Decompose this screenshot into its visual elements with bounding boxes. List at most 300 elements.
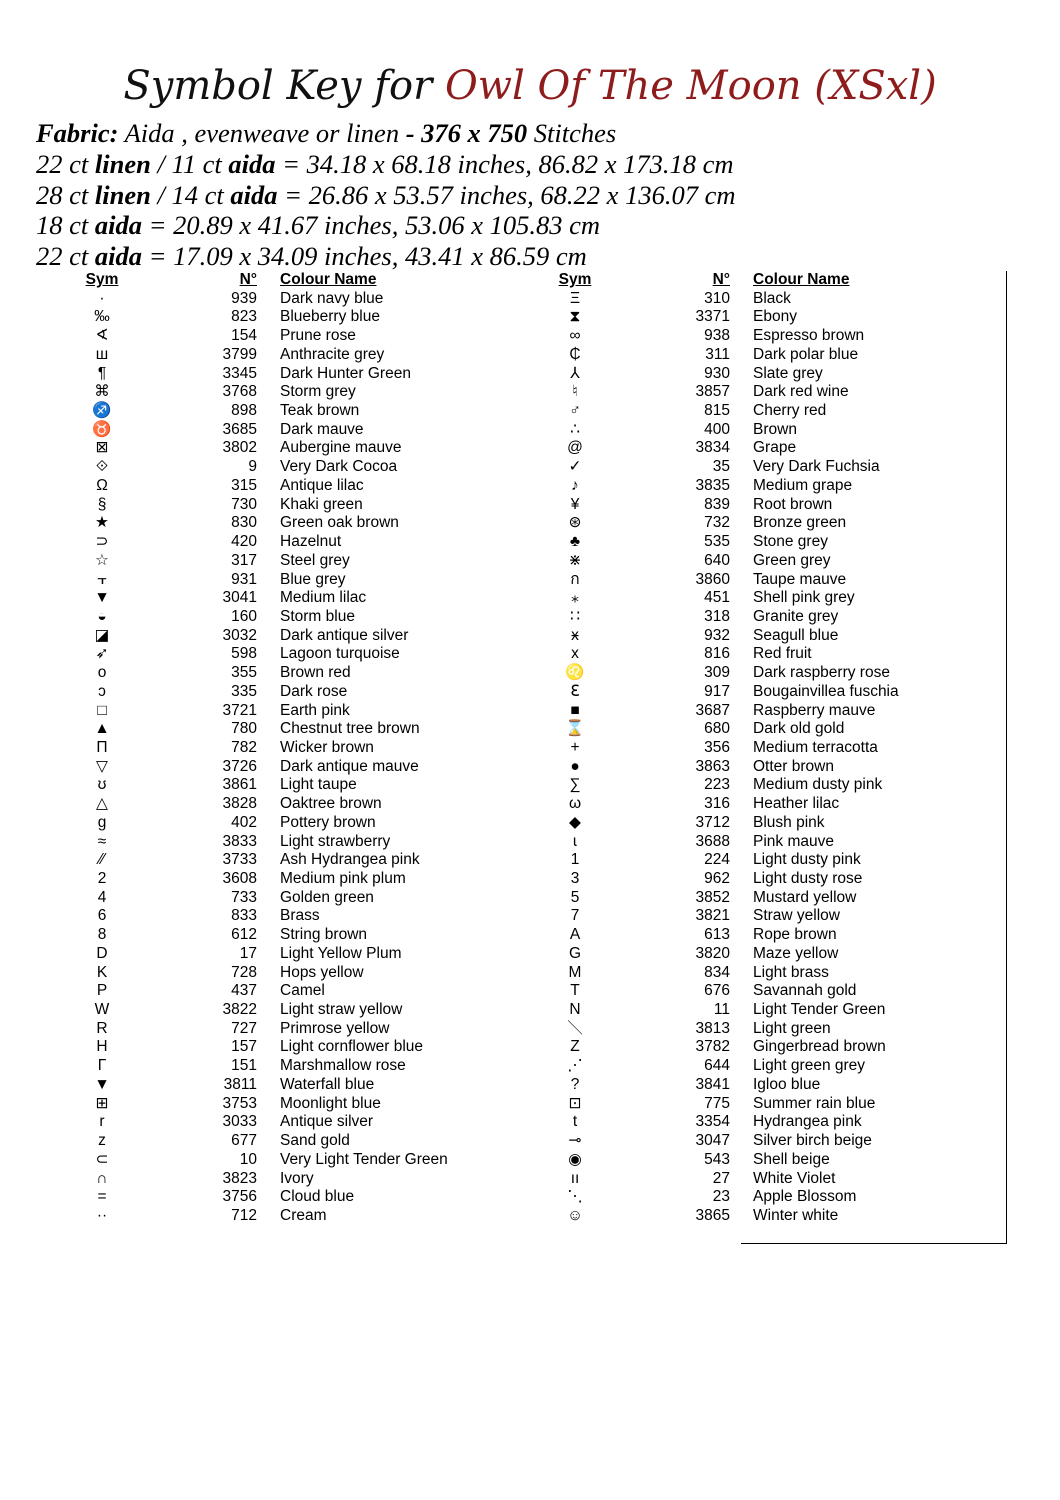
number-cell: 3799 — [222, 345, 257, 363]
colour-name-cell: Waterfall blue — [280, 1075, 375, 1093]
symbol-cell: @ — [567, 439, 583, 457]
header-sym: Sym — [85, 271, 119, 288]
symbol-cell: · — [99, 289, 105, 307]
symbol-cell: ⋱ — [567, 1188, 583, 1206]
table-row — [70, 383, 490, 402]
number-cell: 10 — [239, 1150, 257, 1168]
symbol-cell: ʊ — [97, 776, 107, 794]
table-row — [70, 514, 490, 533]
colour-name-cell: Cherry red — [753, 402, 827, 420]
symbol-cell: ⊸ — [568, 1132, 582, 1150]
colour-name-cell: Golden green — [280, 888, 374, 906]
number-cell: 898 — [231, 402, 257, 420]
symbol-cell: ◉ — [568, 1150, 582, 1168]
table-row — [70, 1113, 490, 1132]
colour-name-cell: Sand gold — [280, 1132, 350, 1150]
table-row — [70, 833, 490, 852]
symbol-cell: ＼ — [567, 1019, 583, 1037]
number-cell: 3841 — [695, 1075, 730, 1093]
symbol-cell: K — [96, 963, 108, 981]
number-cell: 640 — [704, 551, 730, 569]
symbol-cell: + — [570, 738, 580, 756]
table-row — [70, 496, 490, 515]
colour-name-cell: Light brass — [753, 963, 829, 981]
number-cell: 3685 — [222, 420, 257, 438]
number-cell: 3821 — [695, 907, 730, 925]
symbol-cell: o — [97, 664, 107, 682]
colour-name-cell: Prune rose — [280, 327, 356, 345]
table-row — [70, 1095, 490, 1114]
colour-name-cell: Very Dark Fuchsia — [753, 458, 880, 476]
symbol-cell: T — [570, 982, 580, 1000]
size-line — [36, 149, 1046, 180]
number-cell: 3721 — [222, 701, 257, 719]
symbol-cell: ★ — [95, 514, 109, 532]
symbol-cell: x — [571, 645, 579, 663]
title-prefix: Symbol Key for — [123, 63, 433, 109]
number-cell: 17 — [239, 944, 257, 962]
number-cell: 3835 — [695, 476, 730, 494]
symbol-cell: ♮ — [572, 383, 578, 401]
symbol-table-left — [70, 271, 490, 1226]
size-fabric: aida — [94, 241, 142, 272]
colour-name-cell: Blue grey — [280, 570, 346, 588]
number-cell: 598 — [231, 645, 257, 663]
number-cell: 3768 — [222, 383, 257, 401]
symbol-cell: 3 — [570, 870, 580, 887]
symbol-cell: ⊠ — [95, 439, 109, 457]
symbol-cell: 4 — [97, 888, 107, 906]
colour-name-cell: Storm blue — [280, 607, 355, 625]
colour-name-cell: Taupe mauve — [753, 570, 847, 588]
number-cell: 437 — [231, 982, 257, 1000]
number-cell: 27 — [712, 1169, 730, 1187]
colour-name-cell: Chestnut tree brown — [280, 720, 420, 738]
symbol-cell: ✓ — [568, 458, 582, 476]
colour-name-cell: Ebony — [753, 308, 797, 326]
table-row — [70, 664, 490, 683]
number-cell: 939 — [231, 289, 257, 307]
table-row — [543, 1113, 963, 1132]
size-dimensions: = 34.18 x 68.18 inches, 86.82 x 173.18 cm — [282, 148, 734, 179]
colour-name-cell: Light straw yellow — [280, 1001, 403, 1019]
symbol-cell: ɩ — [573, 832, 577, 850]
symbol-cell: ∴ — [570, 420, 580, 438]
symbol-cell: ◆ — [569, 813, 581, 831]
table-row — [543, 1132, 963, 1151]
colour-name-cell: Red fruit — [753, 645, 812, 663]
colour-name-cell: Heather lilac — [753, 795, 840, 813]
table-row — [70, 571, 490, 590]
symbol-cell: △ — [96, 795, 108, 813]
number-cell: 3860 — [695, 570, 730, 588]
symbol-cell: ·· — [96, 1206, 108, 1224]
colour-name-cell: Storm grey — [280, 383, 356, 401]
pattern-name: Owl Of The Moon (XSxl) — [444, 63, 937, 109]
number-cell: 318 — [704, 607, 730, 625]
number-cell: 402 — [231, 813, 257, 831]
symbol-cell: A — [569, 926, 581, 944]
colour-name-cell: White Violet — [753, 1169, 836, 1187]
colour-name-cell: Dark mauve — [280, 420, 364, 438]
number-cell: 3852 — [695, 888, 730, 906]
fabric-dash: - — [405, 118, 415, 148]
number-cell: 316 — [704, 795, 730, 813]
table-row — [543, 552, 963, 571]
colour-name-cell: Antique lilac — [280, 476, 364, 494]
colour-name-cell: Winter white — [753, 1206, 839, 1224]
colour-name-cell: Dark red wine — [753, 383, 849, 401]
table-row — [70, 290, 490, 309]
symbol-cell: ¶ — [97, 364, 107, 382]
size-count: 28 ct — [36, 179, 89, 210]
colour-name-cell: Root brown — [753, 495, 833, 513]
table-row — [543, 290, 963, 309]
number-cell: 3687 — [695, 701, 730, 719]
table-row — [543, 571, 963, 590]
colour-name-cell: Dark rose — [280, 682, 348, 700]
table-row — [70, 421, 490, 440]
size-count: 22 ct — [36, 241, 89, 272]
number-cell: 775 — [704, 1094, 730, 1112]
table-row — [70, 533, 490, 552]
symbol-cell: ⁎ — [571, 589, 579, 607]
symbol-cell: ≈ — [97, 832, 107, 850]
header-number: N° — [712, 271, 730, 288]
colour-name-cell: Dark raspberry rose — [753, 664, 890, 682]
colour-name-cell: Summer rain blue — [753, 1094, 876, 1112]
symbol-cell: ➶ — [95, 645, 109, 663]
symbol-cell: ⫟ — [97, 570, 107, 588]
symbol-cell: M — [568, 963, 582, 981]
symbol-cell: Γ — [97, 1057, 107, 1075]
number-cell: 3345 — [222, 364, 257, 382]
size-fabric: linen — [94, 148, 151, 179]
size-line — [36, 241, 1046, 272]
colour-name-cell: Brown — [753, 420, 797, 438]
table-body — [70, 290, 490, 1226]
number-cell: 3756 — [222, 1188, 257, 1206]
number-cell: 3833 — [222, 832, 257, 850]
symbol-cell: ⧗ — [569, 308, 581, 326]
table-row — [543, 1207, 963, 1226]
symbol-cell: ӿ — [571, 626, 579, 644]
number-cell: 3813 — [695, 1019, 730, 1037]
colour-name-cell: Moonlight blue — [280, 1094, 381, 1112]
colour-name-cell: Maze yellow — [753, 944, 839, 962]
stitches-word: Stitches — [533, 118, 617, 148]
table-row — [543, 851, 963, 870]
table-row — [70, 945, 490, 964]
symbol-cell: D — [96, 944, 108, 962]
number-cell: 3726 — [222, 757, 257, 775]
symbol-cell: ∑ — [569, 776, 581, 794]
number-cell: 712 — [231, 1206, 257, 1224]
number-cell: 535 — [704, 533, 730, 551]
symbol-cell: ¥ — [570, 495, 580, 513]
colour-name-cell: Espresso brown — [753, 327, 865, 345]
table-row — [543, 870, 963, 889]
size-count: 22 ct — [36, 148, 89, 179]
number-cell: 35 — [712, 458, 730, 476]
table-row — [70, 776, 490, 795]
table-row — [543, 589, 963, 608]
table-row — [70, 720, 490, 739]
symbol-cell: ♪ — [571, 476, 579, 494]
symbol-cell: ▼ — [94, 589, 110, 607]
number-cell: 309 — [704, 664, 730, 682]
colour-name-cell: Bronze green — [753, 514, 847, 532]
table-row — [70, 851, 490, 870]
table-row — [70, 1170, 490, 1189]
table-row — [70, 552, 490, 571]
colour-name-cell: Rope brown — [753, 926, 837, 944]
size-fabric-alt: aida — [230, 179, 278, 210]
number-cell: 833 — [231, 907, 257, 925]
table-row — [543, 383, 963, 402]
symbol-cell: W — [94, 1001, 110, 1019]
table-row — [543, 1076, 963, 1095]
table-row — [543, 477, 963, 496]
table-row — [543, 926, 963, 945]
colour-name-cell: Light dusty pink — [753, 851, 861, 869]
table-row — [70, 1188, 490, 1207]
table-row — [70, 1001, 490, 1020]
number-cell: 3753 — [222, 1094, 257, 1112]
table-row — [70, 365, 490, 384]
colour-name-cell: Gingerbread brown — [753, 1038, 886, 1056]
number-cell: 3032 — [222, 626, 257, 644]
colour-name-cell: Brown red — [280, 664, 351, 682]
table-row — [70, 1076, 490, 1095]
table-row — [70, 964, 490, 983]
colour-name-cell: Medium grape — [753, 476, 853, 494]
size-dimensions: = 26.86 x 53.57 inches, 68.22 x 136.07 cm — [284, 179, 736, 210]
number-cell: 3861 — [222, 776, 257, 794]
colour-name-cell: Light green — [753, 1019, 831, 1037]
table-row — [70, 402, 490, 421]
table-border-right — [1006, 271, 1007, 1244]
table-row — [70, 926, 490, 945]
table-row — [70, 589, 490, 608]
symbol-cell: ? — [570, 1075, 580, 1093]
symbol-cell: 1 — [570, 851, 580, 869]
number-cell: 154 — [231, 327, 257, 345]
number-cell: 962 — [704, 870, 730, 887]
table-row — [543, 889, 963, 908]
colour-name-cell: Silver birch beige — [753, 1132, 872, 1150]
colour-name-cell: Granite grey — [753, 607, 839, 625]
stitches-count: 376 x 750 — [421, 118, 528, 148]
table-row — [543, 776, 963, 795]
symbol-cell: ⌘ — [94, 383, 110, 401]
symbol-cell: ⊡ — [568, 1094, 582, 1112]
header-colour-name: Colour Name — [280, 271, 377, 288]
symbol-cell: ▽ — [96, 757, 108, 775]
symbol-cell: § — [97, 495, 107, 513]
number-cell: 3712 — [695, 813, 730, 831]
number-cell: 930 — [704, 364, 730, 382]
symbol-cell: t — [572, 1113, 578, 1131]
symbol-cell: ₵ — [569, 345, 581, 363]
table-row — [543, 608, 963, 627]
symbol-cell: ▲ — [94, 720, 110, 738]
symbol-cell: ⋇ — [568, 551, 582, 569]
table-row — [70, 702, 490, 721]
table-row — [543, 1001, 963, 1020]
colour-name-cell: Dark navy blue — [280, 289, 384, 307]
number-cell: 823 — [231, 308, 257, 326]
number-cell: 23 — [712, 1188, 730, 1206]
colour-name-cell: Raspberry mauve — [753, 701, 876, 719]
number-cell: 317 — [231, 551, 257, 569]
number-cell: 780 — [231, 720, 257, 738]
colour-name-cell: Light Tender Green — [753, 1001, 886, 1019]
number-cell: 3828 — [222, 795, 257, 813]
table-row — [543, 1170, 963, 1189]
number-cell: 830 — [231, 514, 257, 532]
colour-name-cell: Very Light Tender Green — [280, 1150, 448, 1168]
colour-name-cell: Primrose yellow — [280, 1019, 390, 1037]
symbol-cell: ก — [570, 570, 580, 588]
header-number: N° — [239, 271, 257, 288]
symbol-cell: ıı — [570, 1169, 580, 1187]
table-row — [70, 346, 490, 365]
table-row — [543, 439, 963, 458]
colour-name-cell: Wicker brown — [280, 738, 374, 756]
number-cell: 3857 — [695, 383, 730, 401]
size-fabric-alt: aida — [228, 148, 276, 179]
symbol-cell: ☆ — [95, 551, 109, 569]
colour-name-cell: Pink mauve — [753, 832, 834, 850]
symbol-cell: □ — [97, 701, 107, 719]
symbol-cell: ⅄ — [570, 364, 580, 382]
size-count-alt: / 11 ct — [157, 148, 222, 179]
symbol-cell: 7 — [570, 907, 580, 925]
number-cell: 9 — [248, 458, 257, 476]
table-row — [543, 664, 963, 683]
colour-name-cell: Otter brown — [753, 757, 834, 775]
symbol-cell: 6 — [97, 907, 107, 925]
table-row — [70, 1151, 490, 1170]
symbol-cell: ⊂ — [95, 1150, 109, 1168]
number-cell: 3863 — [695, 757, 730, 775]
colour-name-cell: Black — [753, 289, 791, 307]
colour-name-cell: Camel — [280, 982, 325, 1000]
size-dimensions: = 20.89 x 41.67 inches, 53.06 x 105.83 cm — [148, 210, 601, 241]
table-row — [543, 533, 963, 552]
table-row — [70, 645, 490, 664]
header-colour-name: Colour Name — [753, 271, 850, 288]
table-row — [70, 439, 490, 458]
colour-name-cell: Dark antique mauve — [280, 757, 419, 775]
table-row — [543, 327, 963, 346]
symbol-cell: ℇ — [570, 682, 580, 700]
symbol-cell: ♣ — [569, 533, 581, 551]
symbol-cell: ∷ — [570, 607, 580, 625]
number-cell: 11 — [713, 1001, 730, 1019]
number-cell: 3811 — [223, 1075, 257, 1093]
number-cell: 3354 — [695, 1113, 730, 1131]
table-body — [543, 290, 963, 1226]
table-row — [70, 1132, 490, 1151]
symbol-cell: ш — [95, 345, 109, 363]
table-row — [543, 627, 963, 646]
symbol-cell: ∞ — [569, 327, 581, 345]
symbol-cell: r — [99, 1113, 105, 1131]
colour-name-cell: Grape — [753, 439, 797, 457]
table-row — [70, 814, 490, 833]
size-dimensions: = 17.09 x 34.09 inches, 43.41 x 86.59 cm — [148, 241, 587, 272]
colour-name-cell: Oaktree brown — [280, 795, 382, 813]
colour-name-cell: Apple Blossom — [753, 1188, 857, 1206]
table-row — [543, 795, 963, 814]
table-row — [70, 458, 490, 477]
colour-name-cell: Pottery brown — [280, 813, 376, 831]
number-cell: 451 — [704, 589, 730, 607]
colour-name-cell: Savannah gold — [753, 982, 857, 1000]
fabric-info — [36, 118, 1046, 272]
table-row — [543, 346, 963, 365]
size-count-alt: / 14 ct — [157, 179, 224, 210]
symbol-cell: ⌛ — [565, 720, 585, 738]
table-row — [543, 308, 963, 327]
table-row — [543, 496, 963, 515]
colour-name-cell: Medium terracotta — [753, 738, 878, 756]
colour-name-cell: Stone grey — [753, 533, 828, 551]
number-cell: 677 — [231, 1132, 257, 1150]
number-cell: 3608 — [222, 870, 257, 887]
colour-name-cell: Dark polar blue — [753, 345, 859, 363]
number-cell: 938 — [704, 327, 730, 345]
table-header — [70, 271, 490, 290]
table-row — [543, 1057, 963, 1076]
table-row — [70, 870, 490, 889]
table-row — [543, 833, 963, 852]
number-cell: 815 — [704, 402, 730, 420]
number-cell: 3802 — [222, 439, 257, 457]
number-cell: 3782 — [695, 1038, 730, 1056]
table-row — [543, 739, 963, 758]
colour-name-cell: Medium dusty pink — [753, 776, 883, 794]
symbol-cell: ⁄⁄ — [99, 851, 105, 869]
number-cell: 224 — [704, 851, 730, 869]
number-cell: 3834 — [695, 439, 730, 457]
table-row — [543, 514, 963, 533]
table-row — [70, 889, 490, 908]
table-row — [543, 645, 963, 664]
colour-name-cell: Dark old gold — [753, 720, 845, 738]
colour-name-cell: Light taupe — [280, 776, 357, 794]
colour-name-cell: Shell beige — [753, 1150, 830, 1168]
symbol-cell: Z — [570, 1038, 580, 1056]
symbol-cell: = — [97, 1188, 107, 1206]
table-row — [70, 1057, 490, 1076]
table-row — [70, 308, 490, 327]
size-line — [36, 180, 1046, 211]
colour-name-cell: Light cornflower blue — [280, 1038, 424, 1056]
number-cell: 160 — [231, 607, 257, 625]
table-row — [543, 814, 963, 833]
number-cell: 420 — [231, 533, 257, 551]
table-row — [70, 1038, 490, 1057]
colour-name-cell: Steel grey — [280, 551, 350, 569]
number-cell: 932 — [704, 626, 730, 644]
fabric-label: Fabric: — [36, 118, 119, 148]
colour-name-cell: Straw yellow — [753, 907, 840, 925]
colour-name-cell: Hazelnut — [280, 533, 342, 551]
colour-name-cell: Blueberry blue — [280, 308, 380, 326]
